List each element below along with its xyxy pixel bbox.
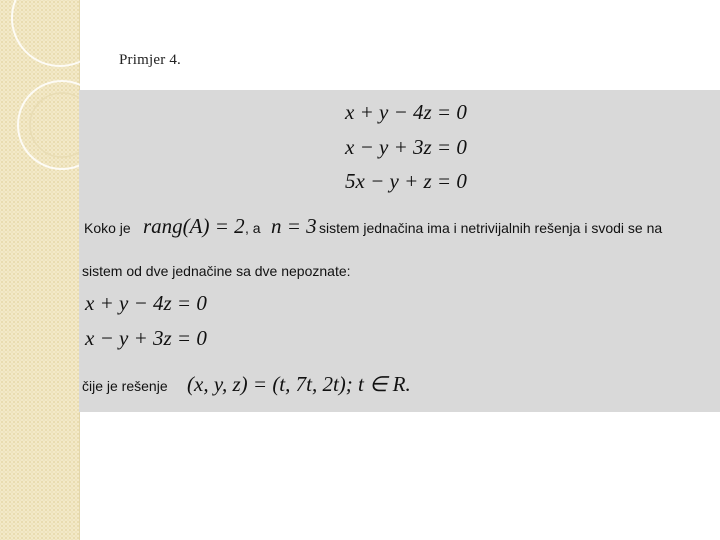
- rank-comma-a: , a: [245, 220, 261, 236]
- deco-circle-1: [12, 0, 108, 66]
- reduced-equation-2: x − y + 3z = 0: [85, 326, 207, 350]
- rank-suffix-text: sistem jednačina ima i netrivijalnih rešenja i svodi se na: [319, 220, 663, 236]
- system-equation-2: x − y + 3z = 0: [345, 135, 467, 159]
- reduction-statement: sistem od dve jednačine sa dve nepoznate:: [82, 263, 351, 279]
- slide-title: Primjer 4.: [119, 52, 181, 68]
- solution-line: [79, 370, 720, 402]
- solution-expression: (x, y, z) = (t, 7t, 2t); t ∈ R.: [187, 372, 411, 396]
- rank-expression: rang(A) = 2: [143, 214, 245, 238]
- rank-prefix-text: Koko je: [84, 220, 131, 236]
- system-equation-1: x + y − 4z = 0: [345, 100, 467, 124]
- solution-prefix-text: čije je rešenje: [82, 378, 168, 394]
- system-equation-3: 5x − y + z = 0: [345, 169, 467, 193]
- rank-statement-line: [79, 213, 720, 243]
- content-panel: [79, 90, 720, 412]
- reduced-equation-1: x + y − 4z = 0: [85, 291, 207, 315]
- n-expression: n = 3: [271, 214, 317, 238]
